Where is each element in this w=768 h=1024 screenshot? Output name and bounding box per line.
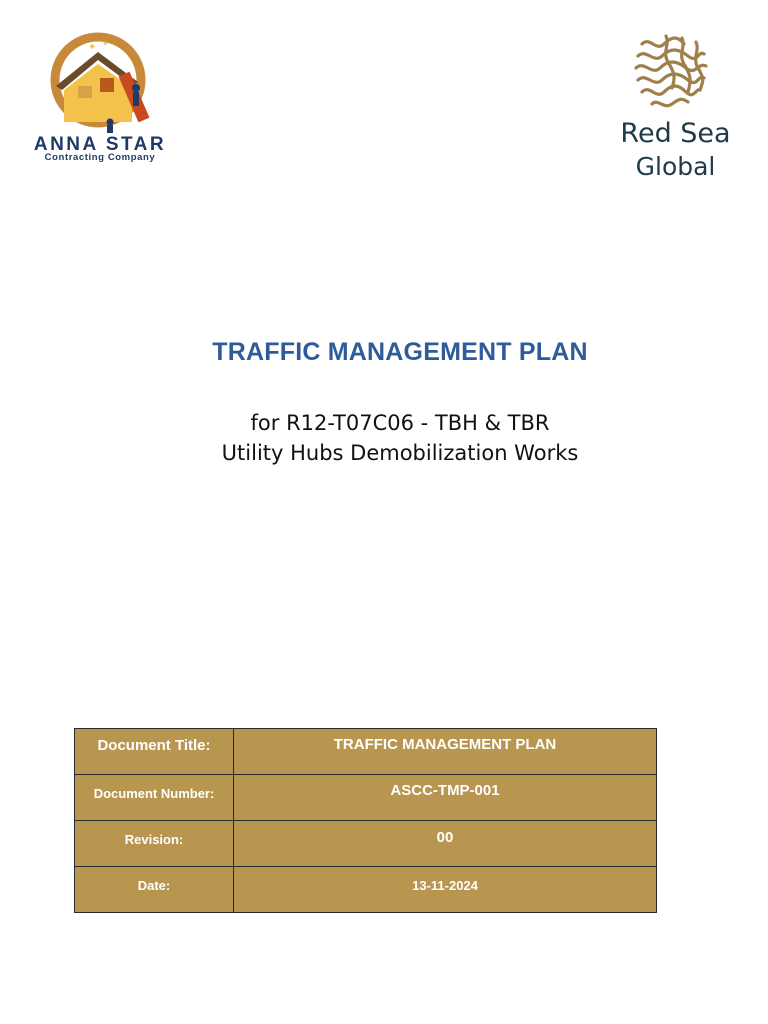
document-title-label: Document Title: bbox=[97, 737, 211, 754]
row-value-cell bbox=[234, 729, 657, 775]
project-subtitle-line2: Utility Hubs Demobilization Works bbox=[221, 441, 579, 465]
project-subtitle-line1: for R12-T07C06 - TBH & TBR bbox=[250, 411, 550, 435]
document-info-table bbox=[74, 728, 657, 913]
document-main-title: TRAFFIC MANAGEMENT PLAN bbox=[212, 338, 588, 366]
row-label-cell bbox=[75, 729, 234, 775]
annastar-wordmark: ANNA STAR bbox=[33, 134, 167, 155]
red-sea-global-logo bbox=[608, 32, 743, 192]
revision-label: Revision: bbox=[124, 832, 184, 847]
document-number-value: ASCC-TMP-001 bbox=[390, 782, 500, 799]
annastar-tagline: Contracting Company bbox=[44, 152, 156, 163]
table-row bbox=[75, 775, 657, 821]
red-sea-wordmark: Red Sea bbox=[620, 118, 731, 149]
row-value-cell bbox=[234, 867, 657, 913]
table-row bbox=[75, 867, 657, 913]
row-value-cell bbox=[234, 775, 657, 821]
row-label-cell bbox=[75, 867, 234, 913]
table-row bbox=[75, 821, 657, 867]
annastar-logo bbox=[28, 30, 168, 170]
row-value-cell bbox=[234, 821, 657, 867]
document-number-label: Document Number: bbox=[93, 786, 215, 801]
wave-pattern-icon bbox=[632, 32, 712, 114]
row-label-cell bbox=[75, 821, 234, 867]
table-row bbox=[75, 729, 657, 775]
svg-text:✦: ✦ bbox=[88, 42, 97, 53]
svg-text:✦: ✦ bbox=[102, 39, 109, 48]
date-label: Date: bbox=[137, 878, 171, 893]
date-value: 13-11-2024 bbox=[412, 878, 478, 893]
global-wordmark: Global bbox=[635, 152, 716, 181]
document-title-value: TRAFFIC MANAGEMENT PLAN bbox=[333, 736, 557, 753]
row-label-cell bbox=[75, 775, 234, 821]
house-worker-emblem-icon bbox=[38, 30, 158, 134]
revision-value: 00 bbox=[436, 829, 454, 846]
